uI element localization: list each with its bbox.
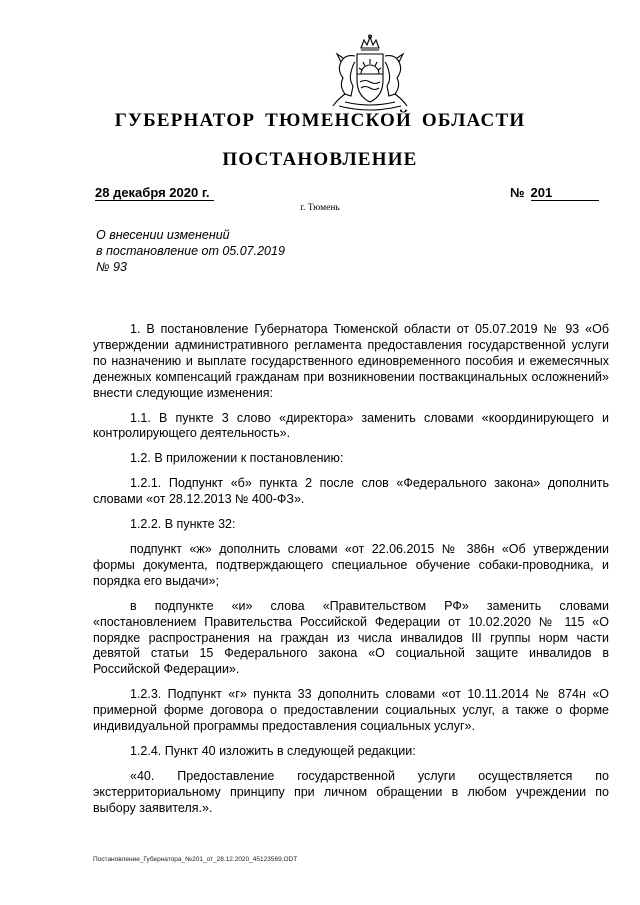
body-paragraph: 1.1. В пункте 3 слово «директора» заменить словами «координирующего и контролирующего деятельность». xyxy=(93,410,609,441)
issuing-authority: ГУБЕРНАТОР ТЮМЕНСКОЙ ОБЛАСТИ xyxy=(114,110,526,131)
coat-of-arms-emblem xyxy=(325,34,415,112)
document-date: 28 декабря 2020 г. xyxy=(95,185,214,201)
body-paragraph: в подпункте «и» слова «Правительством РФ» заменить словами «постановлением Правительства Российской Федерации от 10.02.2020 № 115 «О порядке распространения на граждан из числа инвалидов III группы норм части девятой статьи 15 Федерального закона «О социальной защите инвалидов в Российской Федерации». xyxy=(93,598,609,677)
body-paragraph: подпункт «ж» дополнить словами «от 22.06.2015 № 386н «Об утверждении формы документа, подтверждающего специальное обучение собаки-проводника, и порядка его выдачи»; xyxy=(93,541,609,588)
number-label: № xyxy=(510,185,525,200)
body-paragraph: «40. Предоставление государственной услуги осуществляется по экстерриториальному принципу при личном обращении в любом учреждении по выбору заявителя.». xyxy=(93,768,609,815)
body-paragraph: 1.2.2. В пункте 32: xyxy=(130,517,236,532)
body-paragraph: 1.2.4. Пункт 40 изложить в следующей редакции: xyxy=(130,743,416,758)
body-paragraph: 1.2.3. Подпункт «г» пункта 33 дополнить словами «от 10.11.2014 № 874н «О примерной форме договора о предоставлении социальных услуг, а также о форме индивидуальной программы предоставления социальных услуг». xyxy=(93,687,609,734)
footer-filename: Постановление_Губернатора_№201_от_28.12.2020_45123569.ODT xyxy=(93,856,298,863)
document-type-title: ПОСТАНОВЛЕНИЕ xyxy=(222,149,418,170)
subject-line: № 93 xyxy=(96,260,127,274)
document-subject xyxy=(96,227,285,275)
number-value: 201 xyxy=(531,185,599,201)
document-number xyxy=(510,185,599,201)
document-body xyxy=(93,322,609,826)
body-paragraph: 1. В постановление Губернатора Тюменской области от 05.07.2019 № 93 «Об утверждении административного регламента предоставления государственной услуги по назначению и выплате государственного единовременного пособия и ежемесячных денежных компенсаций гражданам при возникновении поствакцинальных осложнений» внести следующие изменения: xyxy=(93,322,609,400)
body-paragraph: 1.2.1. Подпункт «б» пункта 2 после слов «Федерального закона» дополнить словами «от 28.12.2013 № 400-ФЗ». xyxy=(93,476,609,507)
document-city: г. Тюмень xyxy=(300,203,340,213)
subject-line: в постановление от 05.07.2019 xyxy=(96,244,285,258)
body-paragraph: 1.2. В приложении к постановлению: xyxy=(130,451,344,466)
subject-line: О внесении изменений xyxy=(96,228,230,242)
